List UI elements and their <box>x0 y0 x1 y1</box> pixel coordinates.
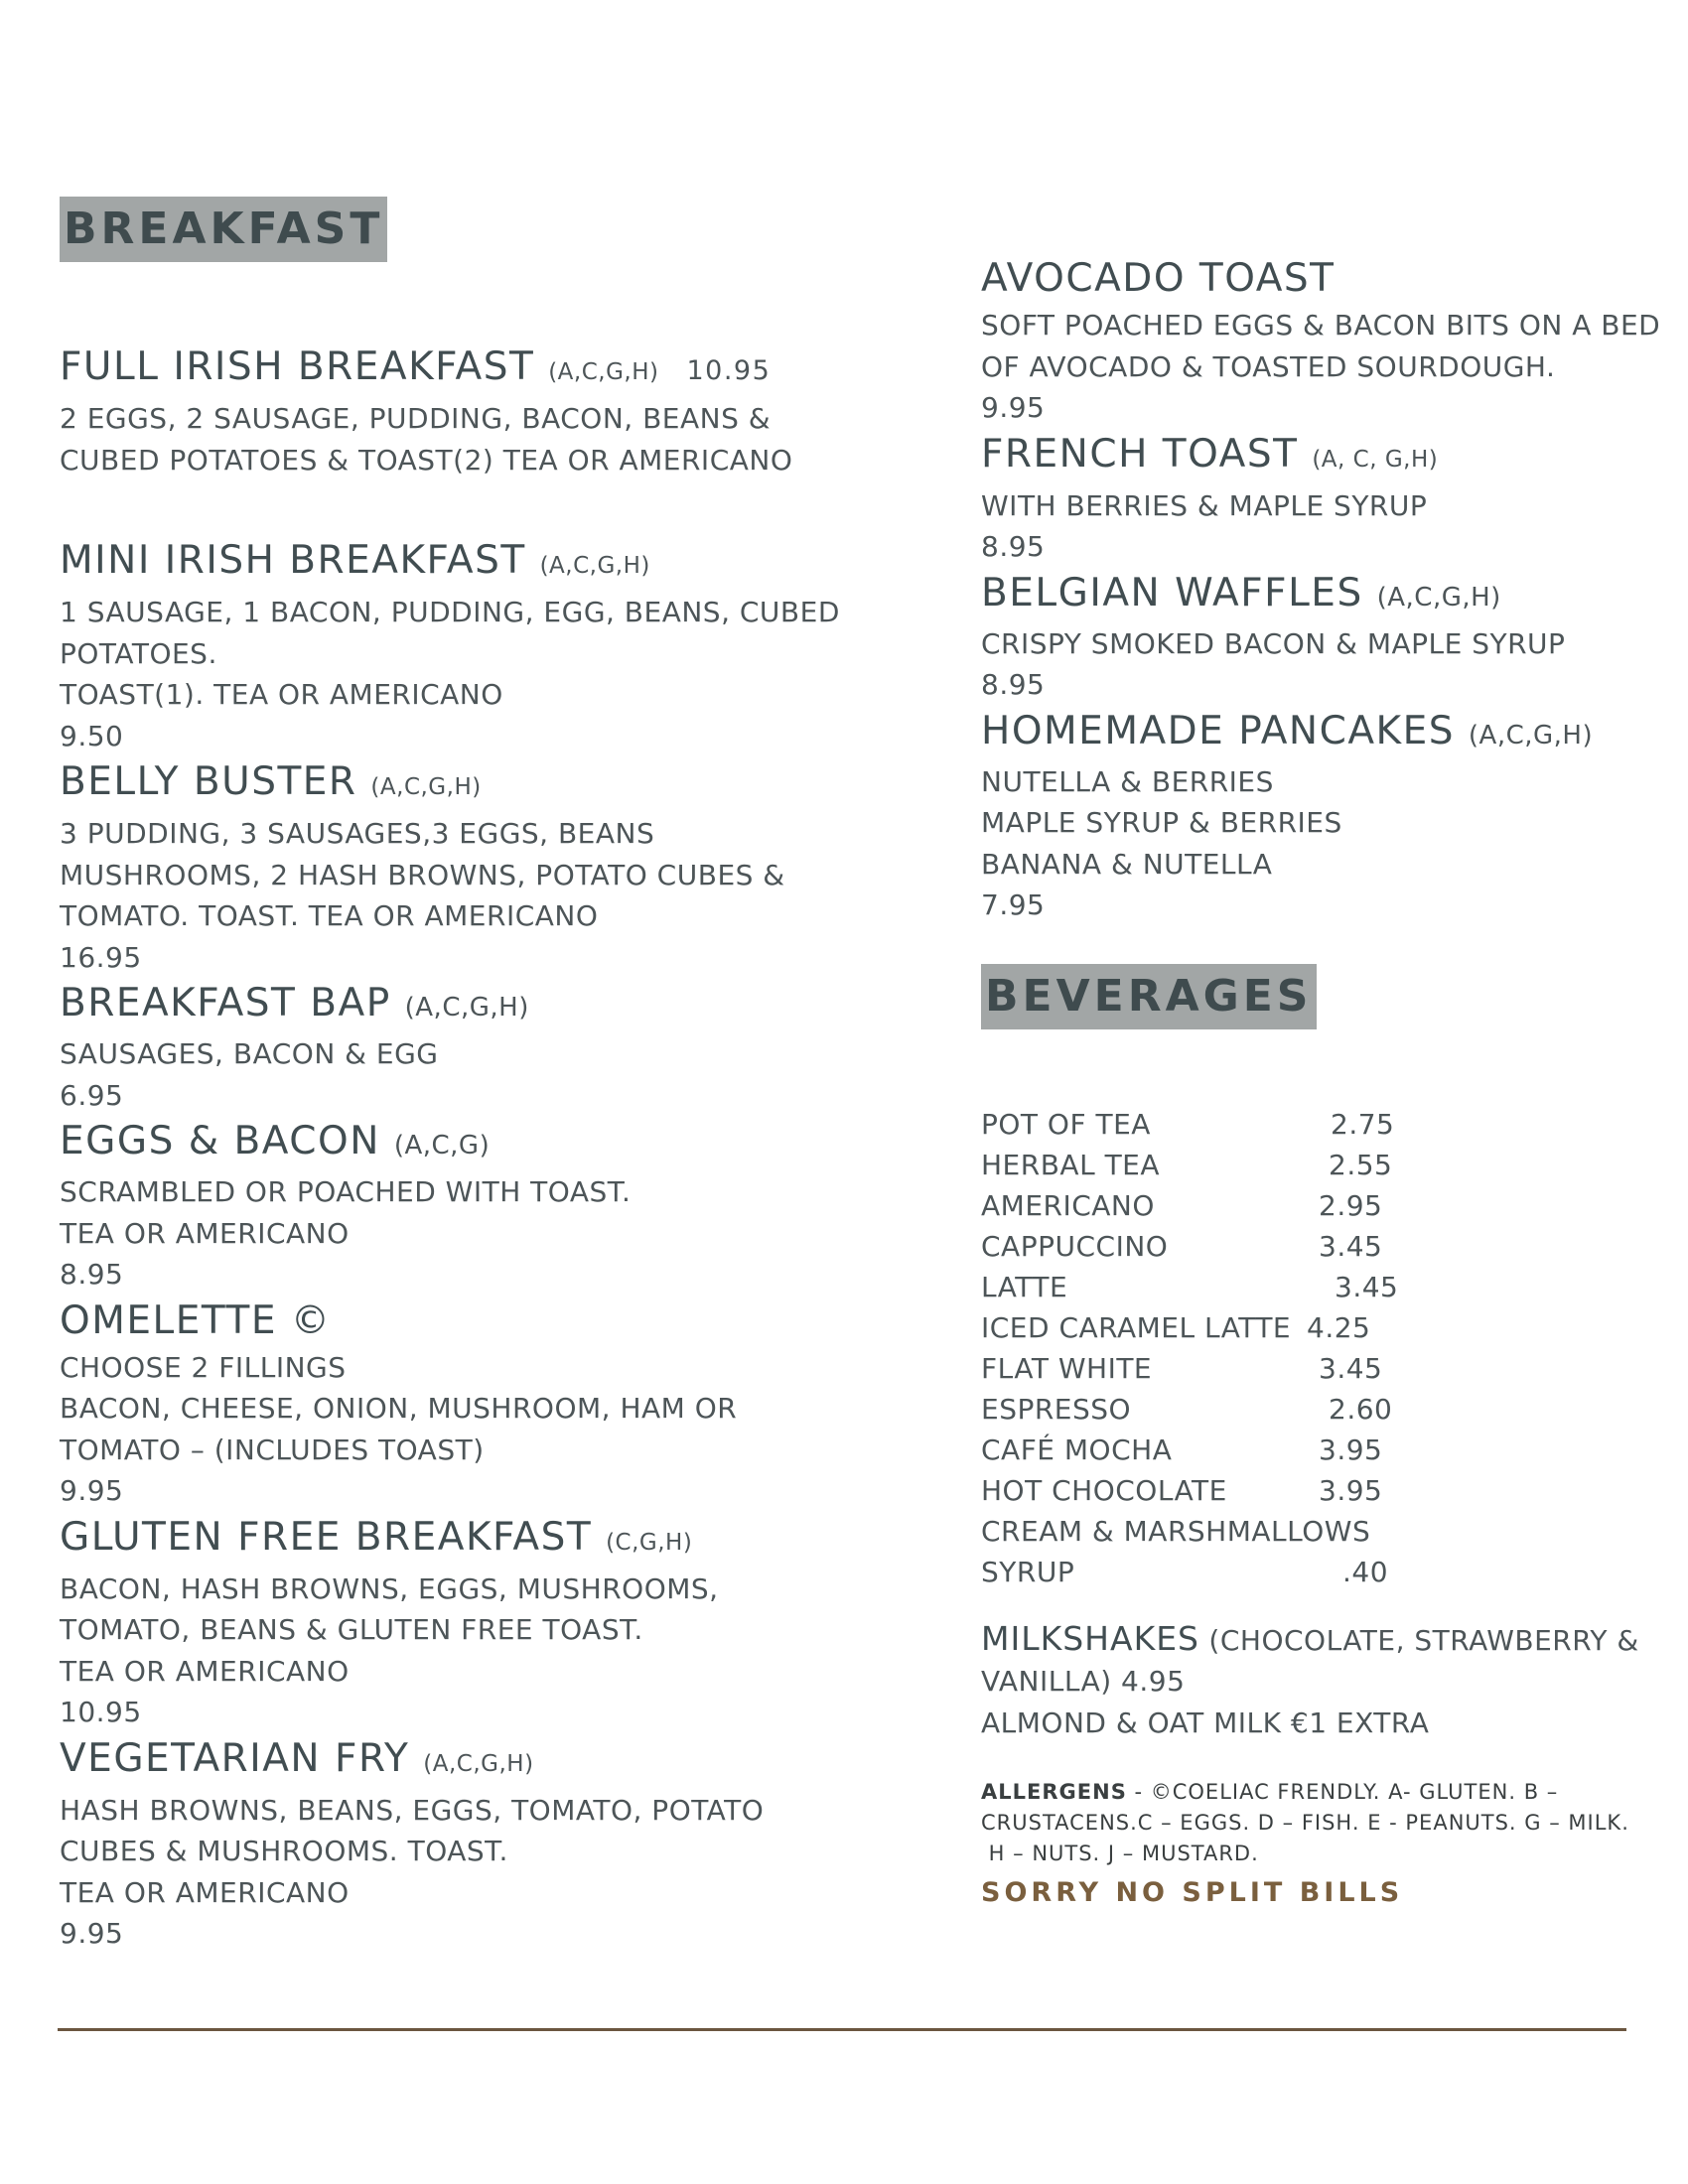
allergens-line: - ©COELIAC FRENDLY. A- GLUTEN. B – <box>1126 1780 1559 1804</box>
item-title: OMELETTE © <box>60 1297 332 1343</box>
item-description: WITH BERRIES & MAPLE SYRUP <box>981 488 1428 522</box>
item-title: GLUTEN FREE BREAKFAST <box>60 1514 593 1560</box>
item-description: 2 EGGS, 2 SAUSAGE, PUDDING, BACON, BEANS & <box>60 402 772 435</box>
beverage-price: 2.60 <box>1329 1392 1393 1426</box>
beverage-row <box>981 1511 1656 1552</box>
beverage-price: 3.95 <box>1319 1433 1383 1466</box>
item-price: 8.95 <box>60 1258 124 1291</box>
item-price: 7.95 <box>981 888 1046 921</box>
menu-item-gluten-free <box>60 1512 874 1733</box>
item-title: BELLY BUSTER <box>60 759 357 804</box>
item-description: BACON, CHEESE, ONION, MUSHROOM, HAM OR <box>60 1392 738 1425</box>
breakfast-heading: BREAKFAST <box>60 197 387 262</box>
item-title: MINI IRISH BREAKFAST <box>60 538 526 583</box>
allergens-line: H – NUTS. J – MUSTARD. <box>981 1842 1259 1865</box>
item-description: CHOOSE 2 FILLINGS <box>60 1350 347 1384</box>
item-price: 16.95 <box>60 940 142 974</box>
item-price: 10.95 <box>60 1696 142 1728</box>
item-description: TOMATO, BEANS & GLUTEN FREE TOAST. <box>60 1613 643 1646</box>
menu-item-belgian-waffles <box>981 568 1656 706</box>
beverage-price: 2.95 <box>1319 1188 1383 1222</box>
item-allergens: (A,C,G,H) <box>1376 582 1501 613</box>
beverage-row <box>981 1430 1656 1470</box>
item-description: BACON, HASH BROWNS, EGGS, MUSHROOMS, <box>60 1571 719 1605</box>
allergens-label: ALLERGENS <box>981 1780 1127 1804</box>
item-description: BANANA & NUTELLA <box>981 847 1273 881</box>
beverage-name: AMERICANO <box>981 1188 1155 1222</box>
milkshakes-extra: ALMOND & OAT MILK €1 EXTRA <box>981 1706 1430 1739</box>
item-title: HOMEMADE PANCAKES <box>981 708 1455 753</box>
item-allergens: (A,C,G,H) <box>1468 720 1594 751</box>
milkshakes-title: MILKSHAKES <box>981 1618 1200 1658</box>
milkshakes-block <box>981 1618 1656 1744</box>
menu-item-homemade-pancakes <box>981 706 1656 926</box>
beverage-price: 3.45 <box>1319 1229 1383 1263</box>
item-title: AVOCADO TOAST <box>981 256 1336 301</box>
beverage-name: CAFÉ MOCHA <box>981 1433 1173 1466</box>
beverage-price: 2.75 <box>1331 1107 1395 1141</box>
item-description: MAPLE SYRUP & BERRIES <box>981 806 1342 839</box>
no-split-bills-notice: SORRY NO SPLIT BILLS <box>981 1877 1404 1908</box>
beverage-price: 3.45 <box>1335 1270 1399 1303</box>
item-price: 9.50 <box>60 719 124 752</box>
item-description: TOAST(1). TEA OR AMERICANO <box>60 678 503 711</box>
item-description: 1 SAUSAGE, 1 BACON, PUDDING, EGG, BEANS, CUBED <box>60 596 840 628</box>
item-description: SCRAMBLED OR POACHED WITH TOAST. <box>60 1175 632 1208</box>
item-allergens: (A,C,G,H) <box>370 774 482 800</box>
beverage-row <box>981 1104 1656 1145</box>
item-allergens: (C,G,H) <box>606 1529 693 1556</box>
allergens-line: CRUSTACENS.C – EGGS. D – FISH. E - PEANUTS. G – MILK. <box>981 1811 1629 1835</box>
item-description: TEA OR AMERICANO <box>60 1654 350 1688</box>
item-description: MUSHROOMS, 2 HASH BROWNS, POTATO CUBES & <box>60 858 785 891</box>
item-title: FRENCH TOAST <box>981 431 1299 477</box>
right-column <box>981 253 1661 1908</box>
menu-item-vegetarian-fry <box>60 1733 874 1955</box>
beverage-row <box>981 1267 1656 1307</box>
item-title: BELGIAN WAFFLES <box>981 570 1363 615</box>
item-allergens: (A,C,G,H) <box>548 359 659 385</box>
beverage-list <box>981 1104 1656 1592</box>
item-description: OF AVOCADO & TOASTED SOURDOUGH. <box>981 349 1556 383</box>
item-description: TEA OR AMERICANO <box>60 1875 350 1909</box>
beverage-row <box>981 1348 1656 1389</box>
item-description: POTATOES. <box>60 636 217 670</box>
menu-item-french-toast <box>981 429 1656 568</box>
item-description: TOMATO. TOAST. TEA OR AMERICANO <box>60 899 599 932</box>
milkshakes-flavours: (CHOCOLATE, STRAWBERRY & <box>1208 1623 1639 1657</box>
item-price: 9.95 <box>60 1917 124 1950</box>
beverage-price: 2.55 <box>1329 1148 1393 1181</box>
item-allergens: (A,C,G,H) <box>539 553 650 579</box>
item-description: NUTELLA & BERRIES <box>981 764 1274 798</box>
beverage-row <box>981 1185 1656 1226</box>
beverage-name: ICED CARAMEL LATTE <box>981 1310 1292 1344</box>
item-description: SAUSAGES, BACON & EGG <box>60 1037 439 1070</box>
beverage-name: CREAM & MARSHMALLOWS <box>981 1514 1371 1548</box>
beverage-name: FLAT WHITE <box>981 1351 1153 1385</box>
item-title: VEGETARIAN FRY <box>60 1735 410 1781</box>
beverage-name: ESPRESSO <box>981 1392 1132 1426</box>
menu-item-mini-irish <box>60 535 874 756</box>
footer-divider <box>58 2028 1626 2031</box>
item-price: 10.95 <box>686 355 772 386</box>
item-description: TOMATO – (INCLUDES TOAST) <box>60 1433 485 1466</box>
beverage-name: HOT CHOCOLATE <box>981 1473 1227 1507</box>
item-description: CUBED POTATOES & TOAST(2) TEA OR AMERICANO <box>60 443 793 477</box>
menu-item-breakfast-bap <box>60 978 874 1116</box>
item-title: EGGS & BACON <box>60 1119 380 1163</box>
item-description: HASH BROWNS, BEANS, EGGS, TOMATO, POTATO <box>60 1793 765 1827</box>
item-price: 8.95 <box>981 530 1046 563</box>
beverage-row <box>981 1470 1656 1511</box>
item-title: FULL IRISH BREAKFAST <box>60 344 535 389</box>
item-description: CUBES & MUSHROOMS. TOAST. <box>60 1835 508 1867</box>
item-allergens: (A,C,G,H) <box>423 1750 534 1777</box>
beverage-name: SYRUP <box>981 1555 1075 1588</box>
item-allergens: (A,C,G,H) <box>404 993 529 1023</box>
menu-item-omelette <box>60 1296 874 1512</box>
beverage-price: 4.25 <box>1307 1310 1371 1344</box>
beverage-row <box>981 1307 1656 1348</box>
beverage-row <box>981 1226 1656 1267</box>
item-title: BREAKFAST BAP <box>60 981 391 1025</box>
beverage-price: 3.95 <box>1319 1473 1383 1507</box>
beverage-row <box>981 1389 1656 1430</box>
item-description: 3 PUDDING, 3 SAUSAGES,3 EGGS, BEANS <box>60 817 655 850</box>
beverage-name: CAPPUCCINO <box>981 1229 1169 1263</box>
beverages-section <box>981 964 1656 1909</box>
beverages-heading: BEVERAGES <box>981 964 1317 1029</box>
item-price: 9.95 <box>60 1474 124 1507</box>
milkshakes-price: VANILLA) 4.95 <box>981 1665 1186 1698</box>
item-description: SOFT POACHED EGGS & BACON BITS ON A BED <box>981 309 1661 341</box>
menu-item-avocado-toast <box>981 253 1661 429</box>
beverage-row <box>981 1145 1656 1185</box>
menu-item-belly-buster <box>60 756 874 978</box>
beverage-name: POT OF TEA <box>981 1107 1151 1141</box>
item-price: 9.95 <box>981 391 1046 424</box>
beverage-row <box>981 1552 1656 1592</box>
menu-item-eggs-bacon <box>60 1116 874 1296</box>
item-description: CRISPY SMOKED BACON & MAPLE SYRUP <box>981 626 1566 660</box>
item-allergens: (A,C,G) <box>393 1131 491 1160</box>
item-price: 8.95 <box>981 668 1046 701</box>
allergens-note <box>981 1777 1656 1869</box>
beverage-price: .40 <box>1342 1555 1389 1588</box>
beverage-name: HERBAL TEA <box>981 1148 1161 1181</box>
menu-item-full-irish <box>60 341 874 480</box>
breakfast-column <box>60 197 874 1955</box>
item-allergens: (A, C, G,H) <box>1312 446 1439 473</box>
item-price: 6.95 <box>60 1078 124 1112</box>
item-description: TEA OR AMERICANO <box>60 1216 350 1250</box>
beverage-price: 3.45 <box>1319 1351 1383 1385</box>
beverage-name: LATTE <box>981 1270 1068 1303</box>
